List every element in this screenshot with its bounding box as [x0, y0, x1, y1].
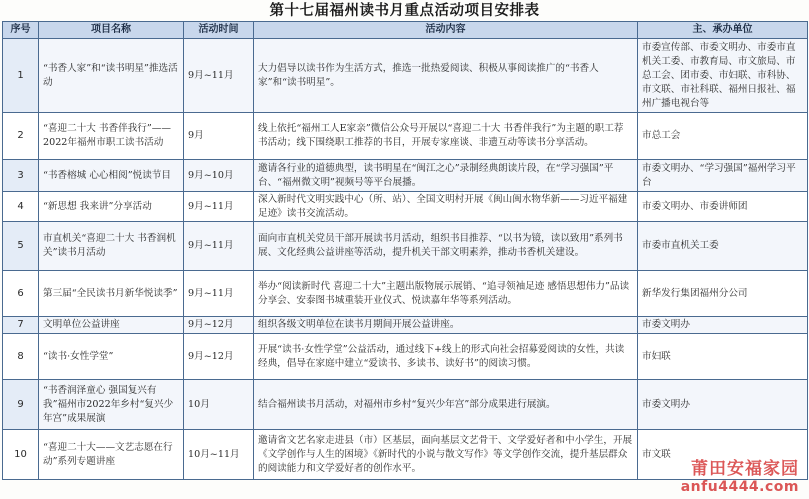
row-content: 邀请省文艺名家走进县（市）区基层，面向基层文艺骨干、文学爱好者和中小学生，开展《文学创作与人生的困境》《新时代的小说与散文写作》等文学创作交流，提升基层群众的阅读能力和文学爱好者的创作水平。 — [254, 430, 638, 480]
row-name: “喜迎二十大 书香伴我行”——2022年福州市职工读书活动 — [39, 113, 184, 160]
row-content: 线上依托“福州工人E家亲”微信公众号开展以“喜迎二十大 书香伴我行”为主题的职工荐书活动；线下围绕职工推荐的书目，开展专家座谈、非遗互动等读书分享活动。 — [254, 113, 638, 160]
row-org: 市委宣传部、市委文明办、市委市直机关工委、市教育局、市文旅局、市总工会、团市委、市妇联、市科协、市文联、市社科联、福州日报社、福州广播电视台等 — [638, 39, 808, 113]
row-name: “新思想 我来讲”分享活动 — [39, 192, 184, 222]
column-header-time: 活动时间 — [184, 22, 254, 39]
row-seq: 1 — [3, 39, 39, 113]
row-org: 市委市直机关工委 — [638, 222, 808, 271]
row-org: 市文联 — [638, 430, 808, 480]
table-row — [3, 222, 808, 271]
row-org: 市委文明办、“学习强国”福州学习平台 — [638, 160, 808, 192]
row-seq: 8 — [3, 334, 39, 380]
page-title: 第十七届福州读书月重点活动项目安排表 — [269, 2, 540, 19]
column-header-content: 活动内容 — [254, 22, 638, 39]
row-org: 市委文明办 — [638, 317, 808, 334]
row-content: 面向市直机关党员干部开展读书月活动，组织书目推荐、“以书为镜，读以致用”系列书展、文化经典公益讲座等活动，提升机关干部文明素养，推动书香机关建设。 — [254, 222, 638, 271]
row-name: “读书·女性学堂” — [39, 334, 184, 380]
table-row — [3, 380, 808, 430]
row-time: 9月~12月 — [184, 334, 254, 380]
row-content: 邀请各行业的道德典型，读书明星在“闽江之心”录制经典朗读片段，在“学习强国”平台、“福州微文明”视频号等平台展播。 — [254, 160, 638, 192]
row-name: 市直机关“喜迎二十大 书香润机关”读书月活动 — [39, 222, 184, 271]
row-org: 新华发行集团福州分公司 — [638, 271, 808, 317]
row-org: 市总工会 — [638, 113, 808, 160]
watermark-line-2: anfu4444.com — [680, 479, 799, 495]
row-time: 9月~11月 — [184, 192, 254, 222]
watermark-line-1: 莆田安福家园 — [691, 459, 799, 479]
column-header-org: 主、承办单位 — [638, 22, 808, 39]
table-header — [3, 22, 808, 39]
row-seq: 10 — [3, 430, 39, 480]
row-name: 文明单位公益讲座 — [39, 317, 184, 334]
row-content: 大力倡导以读书作为生活方式，推选一批热爱阅读、积极从事阅读推广的“书香人家”和“读书明星”。 — [254, 39, 638, 113]
row-name: “书香润泽童心 强国复兴有我”福州市2022年乡村“复兴少年宫”成果展演 — [39, 380, 184, 430]
row-name: “喜迎二十大——文艺志愿在行动”系列专题讲座 — [39, 430, 184, 480]
row-name: “书香榕城 心心相阅”悦读节目 — [39, 160, 184, 192]
table-row — [3, 113, 808, 160]
table-row — [3, 192, 808, 222]
column-header-name: 项目名称 — [39, 22, 184, 39]
schedule-table — [2, 21, 808, 480]
row-org: 市委文明办 — [638, 380, 808, 430]
table-row — [3, 39, 808, 113]
row-content: 结合福州读书月活动，对福州市乡村“复兴少年宫”部分成果进行展演。 — [254, 380, 638, 430]
row-time: 9月 — [184, 113, 254, 160]
row-seq: 2 — [3, 113, 39, 160]
row-time: 9月~11月 — [184, 222, 254, 271]
watermark — [681, 460, 799, 495]
row-time: 10月 — [184, 380, 254, 430]
row-seq: 5 — [3, 222, 39, 271]
row-seq: 7 — [3, 317, 39, 334]
row-time: 10月~11月 — [184, 430, 254, 480]
row-org: 市委文明办、市委讲师团 — [638, 192, 808, 222]
row-time: 9月~12月 — [184, 317, 254, 334]
row-name: 第三届“全民读书月新华悦读季” — [39, 271, 184, 317]
table-row — [3, 271, 808, 317]
table-row — [3, 317, 808, 334]
row-content: 举办“阅读新时代 喜迎二十大”主题出版物展示展销、“追寻领袖足迹 感悟思想伟力”品读分享会、安泰图书城重装开业仪式、悦读嘉年华等系列活动。 — [254, 271, 638, 317]
row-seq: 6 — [3, 271, 39, 317]
row-seq: 9 — [3, 380, 39, 430]
row-time: 9月~11月 — [184, 271, 254, 317]
row-seq: 3 — [3, 160, 39, 192]
row-name: “书香人家”和“读书明星”推选活动 — [39, 39, 184, 113]
row-seq: 4 — [3, 192, 39, 222]
row-time: 9月~11月 — [184, 39, 254, 113]
table-row — [3, 334, 808, 380]
table-row — [3, 160, 808, 192]
row-org: 市妇联 — [638, 334, 808, 380]
row-time: 9月~10月 — [184, 160, 254, 192]
column-header-seq: 序号 — [3, 22, 39, 39]
row-content: 组织各级文明单位在读书月期间开展公益讲座。 — [254, 317, 638, 334]
row-content: 开展“读书·女性学堂”公益活动，通过线下+线上的形式向社会招募爱阅读的女性，共读经典，倡导在家庭中建立“爱读书、多读书、读好书”的阅读习惯。 — [254, 334, 638, 380]
row-content: 深入新时代文明实践中心（所、站）、全国文明村开展《闽山闽水物华新——习近平福建足迹》读书交流活动。 — [254, 192, 638, 222]
